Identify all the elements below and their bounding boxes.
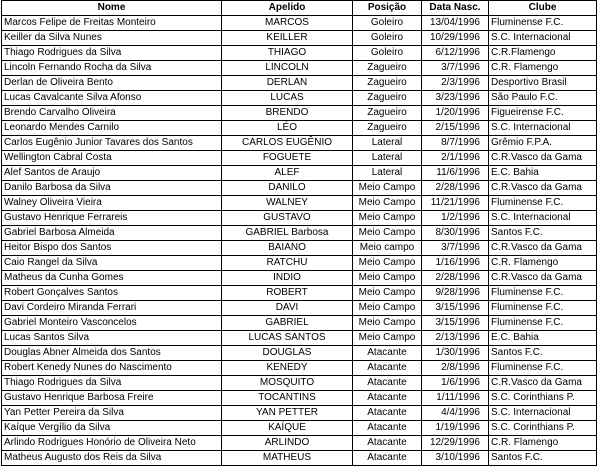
table-row (2, 211, 597, 226)
cell-clube[interactable]: S.C. Internacional (489, 211, 597, 226)
header-data-nasc[interactable]: Data Nasc. (422, 1, 489, 16)
cell-data-nasc[interactable]: 11/6/1996 (422, 166, 489, 181)
cell-apelido[interactable]: GUSTAVO (222, 211, 353, 226)
cell-nome[interactable]: Gabriel Barbosa Almeida (2, 226, 222, 241)
cell-data-nasc[interactable]: 3/10/1996 (422, 451, 489, 466)
table-row (2, 121, 597, 136)
cell-data-nasc[interactable]: 13/04/1996 (422, 16, 489, 31)
cell-clube[interactable]: C.R.Vasco da Gama (489, 181, 597, 196)
cell-apelido[interactable]: DOUGLAS (222, 346, 353, 361)
table-row (2, 181, 597, 196)
table-row (2, 436, 597, 451)
cell-posicao[interactable]: Meio Campo (353, 316, 422, 331)
cell-apelido[interactable]: RATCHU (222, 256, 353, 271)
cell-posicao[interactable]: Atacante (353, 421, 422, 436)
cell-apelido[interactable]: KENEDY (222, 361, 353, 376)
cell-clube[interactable]: S.C. Internacional (489, 406, 597, 421)
cell-nome[interactable]: Carlos Eugênio Junior Tavares dos Santos (2, 136, 222, 151)
cell-posicao[interactable]: Goleiro (353, 31, 422, 46)
cell-clube[interactable]: Santos F.C. (489, 346, 597, 361)
cell-posicao[interactable]: Meio Campo (353, 256, 422, 271)
cell-posicao[interactable]: Meio Campo (353, 211, 422, 226)
cell-data-nasc[interactable]: 2/8/1996 (422, 361, 489, 376)
table-row (2, 376, 597, 391)
cell-posicao[interactable]: Atacante (353, 361, 422, 376)
table-row (2, 136, 597, 151)
cell-apelido[interactable]: DERLAN (222, 76, 353, 91)
cell-posicao[interactable]: Lateral (353, 136, 422, 151)
table-row (2, 316, 597, 331)
cell-data-nasc[interactable]: 2/28/1996 (422, 271, 489, 286)
cell-nome[interactable]: Leonardo Mendes Carnilo (2, 121, 222, 136)
table-row (2, 91, 597, 106)
table-row (2, 346, 597, 361)
cell-clube[interactable]: C.R.Vasco da Gama (489, 241, 597, 256)
cell-clube[interactable]: E.C. Bahia (489, 166, 597, 181)
cell-nome[interactable]: Robert Kenedy Nunes do Nascimento (2, 361, 222, 376)
table-row (2, 271, 597, 286)
cell-data-nasc[interactable]: 11/21/1996 (422, 196, 489, 211)
cell-apelido[interactable]: BRENDO (222, 106, 353, 121)
cell-data-nasc[interactable]: 2/13/1996 (422, 331, 489, 346)
cell-clube[interactable]: Fluminense F.C. (489, 196, 597, 211)
cell-posicao[interactable]: Meio Campo (353, 181, 422, 196)
cell-nome[interactable]: Lucas Cavalcante Silva Afonso (2, 91, 222, 106)
table-row (2, 151, 597, 166)
cell-posicao[interactable]: Atacante (353, 436, 422, 451)
cell-data-nasc[interactable]: 1/16/1996 (422, 256, 489, 271)
cell-data-nasc[interactable]: 3/7/1996 (422, 241, 489, 256)
cell-clube[interactable]: Santos F.C. (489, 226, 597, 241)
cell-nome[interactable]: Brendo Carvalho Oliveira (2, 106, 222, 121)
cell-nome[interactable]: Arlindo Rodrigues Honório de Oliveira Neto (2, 436, 222, 451)
table-row (2, 301, 597, 316)
header-row (2, 1, 597, 16)
cell-posicao[interactable]: Meio Campo (353, 301, 422, 316)
cell-data-nasc[interactable]: 2/1/1996 (422, 151, 489, 166)
cell-apelido[interactable]: DANILO (222, 181, 353, 196)
cell-nome[interactable]: Yan Petter Pereira da Silva (2, 406, 222, 421)
cell-apelido[interactable]: LINCOLN (222, 61, 353, 76)
cell-apelido[interactable]: LÉO (222, 121, 353, 136)
cell-nome[interactable]: Robert Gonçalves Santos (2, 286, 222, 301)
table-row (2, 226, 597, 241)
cell-data-nasc[interactable]: 2/3/1996 (422, 76, 489, 91)
cell-posicao[interactable]: Atacante (353, 451, 422, 466)
cell-data-nasc[interactable]: 1/30/1996 (422, 346, 489, 361)
cell-clube[interactable]: C.R. Flamengo (489, 61, 597, 76)
cell-nome[interactable]: Thiago Rodrigues da Silva (2, 376, 222, 391)
cell-posicao[interactable]: Zagueiro (353, 76, 422, 91)
cell-apelido[interactable]: MATHEUS (222, 451, 353, 466)
cell-nome[interactable]: Douglas Abner Almeida dos Santos (2, 346, 222, 361)
cell-posicao[interactable]: Goleiro (353, 16, 422, 31)
cell-data-nasc[interactable]: 1/19/1996 (422, 421, 489, 436)
cell-clube[interactable]: Fluminense F.C. (489, 301, 597, 316)
cell-data-nasc[interactable]: 1/20/1996 (422, 106, 489, 121)
cell-clube[interactable]: Santos F.C. (489, 451, 597, 466)
cell-data-nasc[interactable]: 8/7/1996 (422, 136, 489, 151)
cell-clube[interactable]: E.C. Bahia (489, 331, 597, 346)
cell-nome[interactable]: Matheus Augusto dos Reis da Silva (2, 451, 222, 466)
cell-data-nasc[interactable]: 10/29/1996 (422, 31, 489, 46)
table-row (2, 391, 597, 406)
cell-posicao[interactable]: Lateral (353, 151, 422, 166)
cell-clube[interactable]: Fluminense F.C. (489, 16, 597, 31)
cell-apelido[interactable]: DAVI (222, 301, 353, 316)
cell-data-nasc[interactable]: 2/15/1996 (422, 121, 489, 136)
table-row (2, 421, 597, 436)
player-roster-sheet (1, 0, 597, 466)
cell-posicao[interactable]: Atacante (353, 376, 422, 391)
cell-nome[interactable]: Derlan de Oliveira Bento (2, 76, 222, 91)
cell-posicao[interactable]: Meio Campo (353, 196, 422, 211)
cell-clube[interactable]: C.R. Flamengo (489, 256, 597, 271)
header-nome[interactable]: Nome (2, 1, 222, 16)
cell-data-nasc[interactable]: 3/15/1996 (422, 301, 489, 316)
cell-apelido[interactable]: ROBERT (222, 286, 353, 301)
cell-nome[interactable]: Keiller da Silva Nunes (2, 31, 222, 46)
cell-apelido[interactable]: ARLINDO (222, 436, 353, 451)
cell-apelido[interactable]: THIAGO (222, 46, 353, 61)
cell-nome[interactable]: Matheus da Cunha Gomes (2, 271, 222, 286)
cell-apelido[interactable]: GABRIEL Barbosa (222, 226, 353, 241)
cell-apelido[interactable]: LUCAS (222, 91, 353, 106)
cell-clube[interactable]: Figueirense F.C. (489, 106, 597, 121)
cell-posicao[interactable]: Meio Campo (353, 286, 422, 301)
cell-nome[interactable]: Gustavo Henrique Barbosa Freire (2, 391, 222, 406)
cell-nome[interactable]: Gustavo Henrique Ferrareis (2, 211, 222, 226)
cell-data-nasc[interactable]: 4/4/1996 (422, 406, 489, 421)
cell-apelido[interactable]: INDIO (222, 271, 353, 286)
cell-clube[interactable]: C.R.Flamengo (489, 46, 597, 61)
cell-clube[interactable]: C.R.Vasco da Gama (489, 271, 597, 286)
cell-posicao[interactable]: Zagueiro (353, 106, 422, 121)
cell-data-nasc[interactable]: 1/6/1996 (422, 376, 489, 391)
cell-clube[interactable]: S.C. Corinthians P. (489, 391, 597, 406)
cell-nome[interactable]: Lincoln Fernando Rocha da Silva (2, 61, 222, 76)
cell-posicao[interactable]: Lateral (353, 166, 422, 181)
table-row (2, 331, 597, 346)
cell-apelido[interactable]: LUCAS SANTOS (222, 331, 353, 346)
cell-posicao[interactable]: Goleiro (353, 46, 422, 61)
cell-apelido[interactable]: FOGUETE (222, 151, 353, 166)
cell-data-nasc[interactable]: 8/30/1996 (422, 226, 489, 241)
cell-data-nasc[interactable]: 3/23/1996 (422, 91, 489, 106)
table-row (2, 166, 597, 181)
cell-clube[interactable]: S.C. Internacional (489, 121, 597, 136)
cell-data-nasc[interactable]: 12/29/1996 (422, 436, 489, 451)
cell-nome[interactable]: Thiago Rodrigues da Silva (2, 46, 222, 61)
cell-posicao[interactable]: Meio Campo (353, 226, 422, 241)
cell-apelido[interactable]: TOCANTINS (222, 391, 353, 406)
cell-posicao[interactable]: Zagueiro (353, 91, 422, 106)
table-row (2, 61, 597, 76)
cell-apelido[interactable]: WALNEY (222, 196, 353, 211)
cell-nome[interactable]: Danilo Barbosa da Silva (2, 181, 222, 196)
cell-nome[interactable]: Heitor Bispo dos Santos (2, 241, 222, 256)
cell-posicao[interactable]: Meio Campo (353, 271, 422, 286)
cell-apelido[interactable]: ALEF (222, 166, 353, 181)
cell-data-nasc[interactable]: 1/11/1996 (422, 391, 489, 406)
cell-posicao[interactable]: Atacante (353, 346, 422, 361)
cell-clube[interactable]: S.C. Corinthians P. (489, 421, 597, 436)
cell-clube[interactable]: Desportivo Brasil (489, 76, 597, 91)
cell-nome[interactable]: Marcos Felipe de Freitas Monteiro (2, 16, 222, 31)
roster-body (2, 16, 597, 466)
table-row (2, 241, 597, 256)
cell-apelido[interactable]: CARLOS EUGÊNIO (222, 136, 353, 151)
cell-apelido[interactable]: KAÍQUE (222, 421, 353, 436)
cell-clube[interactable]: São Paulo F.C. (489, 91, 597, 106)
cell-nome[interactable]: Kaíque Vergílio da Silva (2, 421, 222, 436)
cell-clube[interactable]: Fluminense F.C. (489, 316, 597, 331)
cell-nome[interactable]: Wellington Cabral Costa (2, 151, 222, 166)
cell-data-nasc[interactable]: 1/2/1996 (422, 211, 489, 226)
cell-posicao[interactable]: Meio Campo (353, 331, 422, 346)
cell-data-nasc[interactable]: 6/12/1996 (422, 46, 489, 61)
table-row (2, 406, 597, 421)
cell-nome[interactable]: Lucas Santos Silva (2, 331, 222, 346)
cell-clube[interactable]: C.R.Vasco da Gama (489, 151, 597, 166)
cell-nome[interactable]: Davi Cordeiro Miranda Ferrari (2, 301, 222, 316)
header-clube[interactable]: Clube (489, 1, 597, 16)
cell-nome[interactable]: Alef Santos de Araujo (2, 166, 222, 181)
cell-apelido[interactable]: GABRIEL (222, 316, 353, 331)
table-row (2, 196, 597, 211)
cell-nome[interactable]: Caio Rangel da Silva (2, 256, 222, 271)
cell-apelido[interactable]: MOSQUITO (222, 376, 353, 391)
cell-clube[interactable]: Grêmio F.P.A. (489, 136, 597, 151)
cell-posicao[interactable]: Zagueiro (353, 61, 422, 76)
table-row (2, 361, 597, 376)
cell-posicao[interactable]: Zagueiro (353, 121, 422, 136)
cell-apelido[interactable]: BAIANO (222, 241, 353, 256)
cell-clube[interactable]: S.C. Internacional (489, 31, 597, 46)
cell-data-nasc[interactable]: 9/28/1996 (422, 286, 489, 301)
table-row (2, 106, 597, 121)
table-row (2, 286, 597, 301)
cell-posicao[interactable]: Atacante (353, 391, 422, 406)
cell-posicao[interactable]: Atacante (353, 406, 422, 421)
cell-data-nasc[interactable]: 3/7/1996 (422, 61, 489, 76)
table-row (2, 46, 597, 61)
cell-clube[interactable]: Fluminense F.C. (489, 361, 597, 376)
cell-apelido[interactable]: YAN PETTER (222, 406, 353, 421)
cell-apelido[interactable]: MARCOS (222, 16, 353, 31)
header-posicao[interactable]: Posição (353, 1, 422, 16)
cell-apelido[interactable]: KEILLER (222, 31, 353, 46)
table-row (2, 256, 597, 271)
cell-nome[interactable]: Walney Oliveira Vieira (2, 196, 222, 211)
header-apelido[interactable]: Apelido (222, 1, 353, 16)
table-row (2, 76, 597, 91)
cell-posicao[interactable]: Meio campo (353, 241, 422, 256)
cell-clube[interactable]: Fluminense F.C. (489, 286, 597, 301)
cell-nome[interactable]: Gabriel Monteiro Vasconcelos (2, 316, 222, 331)
player-roster-table (1, 0, 597, 466)
table-row (2, 451, 597, 466)
table-row (2, 16, 597, 31)
table-row (2, 31, 597, 46)
cell-clube[interactable]: C.R.Vasco da Gama (489, 376, 597, 391)
cell-clube[interactable]: C.R. Flamengo (489, 436, 597, 451)
cell-data-nasc[interactable]: 2/28/1996 (422, 181, 489, 196)
cell-data-nasc[interactable]: 3/15/1996 (422, 316, 489, 331)
